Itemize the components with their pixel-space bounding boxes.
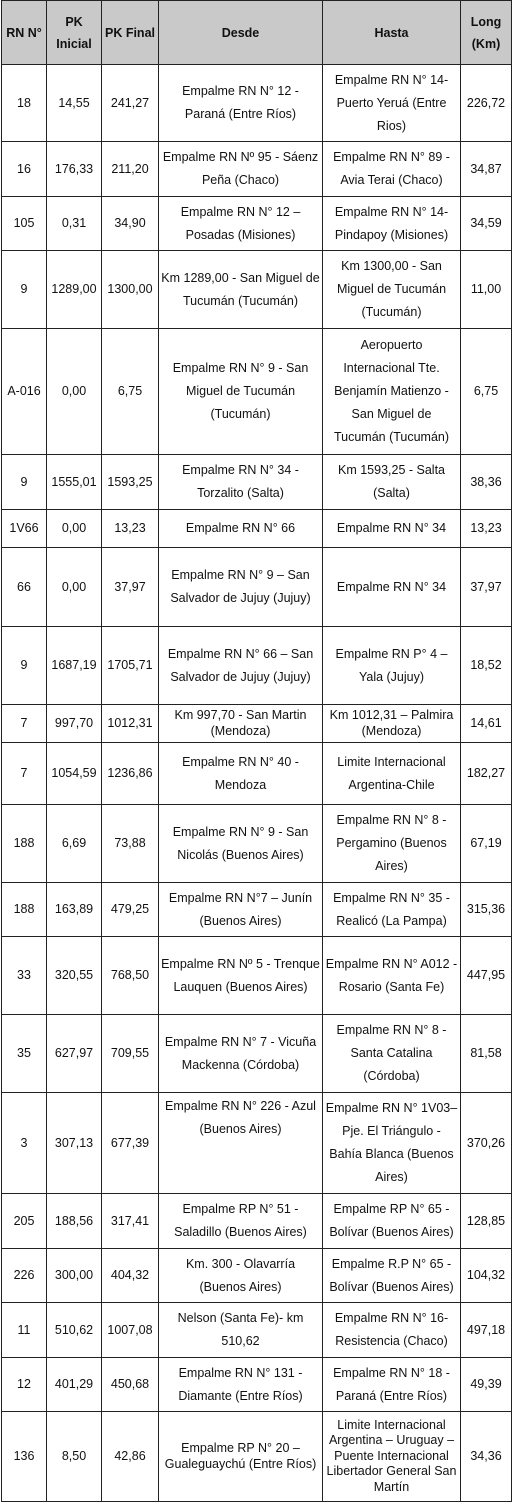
cell-long: 447,95 <box>461 937 512 1015</box>
table-row <box>2 1194 512 1249</box>
cell-desde: Empalme RN N° 131 - Diamante (Entre Ríos) <box>159 1358 323 1412</box>
cell-pk-final: 211,20 <box>102 142 159 197</box>
cell-hasta: Empalme RN N° 8 - Santa Catalina (Córdoba) <box>323 1015 461 1093</box>
cell-long: 11,00 <box>461 251 512 329</box>
cell-pk-inicial: 627,97 <box>47 1015 102 1093</box>
cell-pk-inicial: 401,29 <box>47 1358 102 1412</box>
cell-pk-final: 42,86 <box>102 1412 159 1502</box>
table-row <box>2 805 512 883</box>
cell-pk-final: 37,97 <box>102 548 159 627</box>
cell-hasta: Empalme RN P° 4 – Yala (Jujuy) <box>323 627 461 705</box>
cell-pk-final: 6,75 <box>102 329 159 455</box>
cell-pk-inicial: 163,89 <box>47 883 102 937</box>
cell-pk-inicial: 1054,59 <box>47 743 102 805</box>
table-row <box>2 1093 512 1194</box>
cell-rn: 105 <box>2 197 47 251</box>
cell-desde: Empalme RN N° 66 – San Salvador de Jujuy (Jujuy) <box>159 627 323 705</box>
cell-hasta: Km 1012,31 – Palmira (Mendoza) <box>323 705 461 743</box>
cell-rn: 226 <box>2 1249 47 1303</box>
cell-long: 67,19 <box>461 805 512 883</box>
cell-pk-inicial: 997,70 <box>47 705 102 743</box>
cell-rn: 9 <box>2 627 47 705</box>
cell-desde: Empalme RN N° 12 - Paraná (Entre Ríos) <box>159 65 323 142</box>
cell-pk-final: 13,23 <box>102 510 159 548</box>
cell-pk-final: 1236,86 <box>102 743 159 805</box>
cell-pk-final: 404,32 <box>102 1249 159 1303</box>
cell-long: 34,59 <box>461 197 512 251</box>
cell-rn: 16 <box>2 142 47 197</box>
cell-hasta: Aeropuerto Internacional Tte. Benjamín Matienzo - San Miguel de Tucumán (Tucumán) <box>323 329 461 455</box>
cell-rn: 12 <box>2 1358 47 1412</box>
cell-pk-final: 1300,00 <box>102 251 159 329</box>
cell-desde: Nelson (Santa Fe)- km 510,62 <box>159 1303 323 1358</box>
cell-rn: 7 <box>2 743 47 805</box>
cell-long: 38,36 <box>461 455 512 510</box>
table-row <box>2 1303 512 1358</box>
cell-long: 49,39 <box>461 1358 512 1412</box>
cell-pk-inicial: 1687,19 <box>47 627 102 705</box>
cell-hasta: Empalme RN N° 1V03– Pje. El Triángulo - Bahía Blanca (Buenos Aires) <box>323 1093 461 1194</box>
cell-desde: Empalme RN N° 34 - Torzalito (Salta) <box>159 455 323 510</box>
cell-long: 37,97 <box>461 548 512 627</box>
table-row <box>2 197 512 251</box>
cell-rn: 3 <box>2 1093 47 1194</box>
cell-pk-final: 1593,25 <box>102 455 159 510</box>
cell-pk-inicial: 300,00 <box>47 1249 102 1303</box>
cell-desde: Empalme RN N° 7 - Vicuña Mackenna (Córdoba) <box>159 1015 323 1093</box>
cell-rn: 9 <box>2 455 47 510</box>
cell-rn: 1V66 <box>2 510 47 548</box>
cell-hasta: Empalme RN N° 35 - Realicó (La Pampa) <box>323 883 461 937</box>
cell-hasta: Empalme R.P N° 65 - Bolívar (Buenos Aires) <box>323 1249 461 1303</box>
cell-desde: Empalme RN N° 9 - San Miguel de Tucumán (Tucumán) <box>159 329 323 455</box>
cell-hasta: Empalme RN N° 34 <box>323 548 461 627</box>
cell-desde: Empalme RN N°7 – Junín (Buenos Aires) <box>159 883 323 937</box>
cell-pk-inicial: 6,69 <box>47 805 102 883</box>
cell-desde: Empalme RN N° 40 -Mendoza <box>159 743 323 805</box>
cell-pk-final: 677,39 <box>102 1093 159 1194</box>
cell-long: 6,75 <box>461 329 512 455</box>
cell-hasta: Empalme RN N° 14- Pindapoy (Misiones) <box>323 197 461 251</box>
cell-long: 226,72 <box>461 65 512 142</box>
routes-table <box>1 0 512 1502</box>
cell-pk-final: 450,68 <box>102 1358 159 1412</box>
cell-rn: 136 <box>2 1412 47 1502</box>
cell-desde: Empalme RN Nº 5 - Trenque Lauquen (Buenos Aires) <box>159 937 323 1015</box>
header-long: Long (Km) <box>461 1 512 65</box>
cell-pk-inicial: 307,13 <box>47 1093 102 1194</box>
table-row <box>2 251 512 329</box>
cell-hasta: Km 1300,00 - San Miguel de Tucumán (Tucumán) <box>323 251 461 329</box>
cell-rn: 11 <box>2 1303 47 1358</box>
cell-long: 34,36 <box>461 1412 512 1502</box>
cell-pk-inicial: 8,50 <box>47 1412 102 1502</box>
cell-pk-inicial: 188,56 <box>47 1194 102 1249</box>
cell-rn: 205 <box>2 1194 47 1249</box>
table-header-row <box>2 1 512 65</box>
cell-desde: Empalme RN N° 12 – Posadas (Misiones) <box>159 197 323 251</box>
cell-long: 370,26 <box>461 1093 512 1194</box>
cell-pk-final: 1012,31 <box>102 705 159 743</box>
cell-pk-inicial: 0,00 <box>47 548 102 627</box>
cell-pk-final: 709,55 <box>102 1015 159 1093</box>
cell-pk-inicial: 14,55 <box>47 65 102 142</box>
cell-desde: Empalme RN N° 226 - Azul (Buenos Aires) <box>159 1093 323 1194</box>
cell-rn: A-016 <box>2 329 47 455</box>
cell-long: 315,36 <box>461 883 512 937</box>
table-row <box>2 1358 512 1412</box>
cell-pk-final: 34,90 <box>102 197 159 251</box>
cell-desde: Empalme RN N° 9 - San Nicolás (Buenos Aires) <box>159 805 323 883</box>
header-rn: RN N° <box>2 1 47 65</box>
cell-long: 13,23 <box>461 510 512 548</box>
cell-desde: Km 997,70 - San Martin (Mendoza) <box>159 705 323 743</box>
cell-hasta: Empalme RN N° 18 - Paraná (Entre Ríos) <box>323 1358 461 1412</box>
table-row <box>2 142 512 197</box>
cell-pk-inicial: 1289,00 <box>47 251 102 329</box>
table-row <box>2 705 512 743</box>
table-row <box>2 455 512 510</box>
table-row <box>2 743 512 805</box>
cell-hasta: Empalme RN N° A012 - Rosario (Santa Fe) <box>323 937 461 1015</box>
cell-long: 497,18 <box>461 1303 512 1358</box>
header-pk-inicial: PK Inicial <box>47 1 102 65</box>
header-pk-final: PK Final <box>102 1 159 65</box>
table-row <box>2 548 512 627</box>
table-row <box>2 329 512 455</box>
cell-hasta: Km 1593,25 - Salta (Salta) <box>323 455 461 510</box>
cell-hasta: Limite Internacional Argentina – Uruguay – Puente Internacional Libertador General San Martín <box>323 1412 461 1502</box>
cell-hasta: Limite Internacional Argentina-Chile <box>323 743 461 805</box>
cell-rn: 18 <box>2 65 47 142</box>
table-row <box>2 510 512 548</box>
cell-long: 128,85 <box>461 1194 512 1249</box>
cell-desde: Empalme RN Nº 95 - Sáenz Peña (Chaco) <box>159 142 323 197</box>
table-row <box>2 1412 512 1502</box>
cell-desde: Empalme RP N° 51 - Saladillo (Buenos Aires) <box>159 1194 323 1249</box>
cell-pk-final: 73,88 <box>102 805 159 883</box>
cell-long: 34,87 <box>461 142 512 197</box>
cell-rn: 7 <box>2 705 47 743</box>
header-desde: Desde <box>159 1 323 65</box>
cell-pk-final: 1705,71 <box>102 627 159 705</box>
table-row <box>2 1015 512 1093</box>
cell-hasta: Empalme RP N° 65 - Bolívar (Buenos Aires) <box>323 1194 461 1249</box>
cell-pk-inicial: 1555,01 <box>47 455 102 510</box>
cell-rn: 66 <box>2 548 47 627</box>
cell-long: 18,52 <box>461 627 512 705</box>
table-row <box>2 1249 512 1303</box>
cell-pk-final: 241,27 <box>102 65 159 142</box>
cell-desde: Km 1289,00 - San Miguel de Tucumán (Tucumán) <box>159 251 323 329</box>
cell-desde: Empalme RP N° 20 – Gualeguaychú (Entre Ríos) <box>159 1412 323 1502</box>
cell-desde: Empalme RN N° 9 – San Salvador de Jujuy (Jujuy) <box>159 548 323 627</box>
table-row <box>2 883 512 937</box>
cell-pk-inicial: 320,55 <box>47 937 102 1015</box>
cell-pk-inicial: 176,33 <box>47 142 102 197</box>
cell-long: 182,27 <box>461 743 512 805</box>
cell-long: 104,32 <box>461 1249 512 1303</box>
cell-rn: 33 <box>2 937 47 1015</box>
cell-hasta: Empalme RN N° 8 - Pergamino (Buenos Aires) <box>323 805 461 883</box>
cell-pk-inicial: 0,31 <box>47 197 102 251</box>
cell-rn: 9 <box>2 251 47 329</box>
cell-desde: Km. 300 - Olavarría (Buenos Aires) <box>159 1249 323 1303</box>
cell-pk-final: 768,50 <box>102 937 159 1015</box>
header-hasta: Hasta <box>323 1 461 65</box>
cell-pk-inicial: 0,00 <box>47 510 102 548</box>
cell-pk-final: 317,41 <box>102 1194 159 1249</box>
cell-pk-final: 1007,08 <box>102 1303 159 1358</box>
cell-pk-inicial: 510,62 <box>47 1303 102 1358</box>
cell-desde: Empalme RN N° 66 <box>159 510 323 548</box>
cell-rn: 35 <box>2 1015 47 1093</box>
table-row <box>2 65 512 142</box>
cell-long: 81,58 <box>461 1015 512 1093</box>
table-row <box>2 627 512 705</box>
cell-hasta: Empalme RN N° 16- Resistencia (Chaco) <box>323 1303 461 1358</box>
cell-long: 14,61 <box>461 705 512 743</box>
cell-rn: 188 <box>2 883 47 937</box>
cell-hasta: Empalme RN N° 34 <box>323 510 461 548</box>
cell-hasta: Empalme RN N° 89 - Avia Terai (Chaco) <box>323 142 461 197</box>
cell-pk-final: 479,25 <box>102 883 159 937</box>
cell-hasta: Empalme RN N° 14- Puerto Yeruá (Entre Rios) <box>323 65 461 142</box>
cell-pk-inicial: 0,00 <box>47 329 102 455</box>
table-row <box>2 937 512 1015</box>
cell-rn: 188 <box>2 805 47 883</box>
